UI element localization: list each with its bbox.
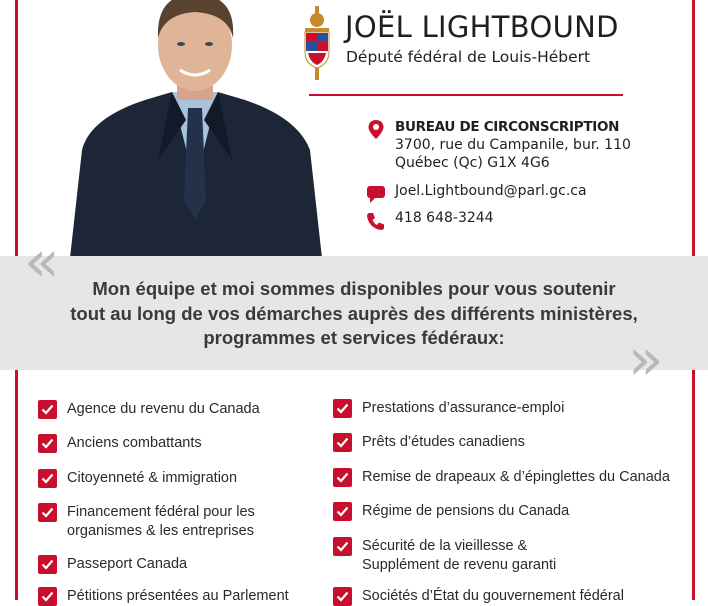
service-label: Financement fédéral pour les organismes & les entreprises xyxy=(67,504,255,539)
checkbox-check-icon xyxy=(333,537,352,556)
service-label: Passeport Canada xyxy=(67,556,188,572)
address-line-2: Québec (Qc) G1X 4G6 xyxy=(395,155,550,171)
service-label: Prestations d’assurance-emploi xyxy=(362,400,565,416)
service-label: Anciens combattants xyxy=(67,435,202,451)
service-item xyxy=(333,502,569,521)
address-line-1: 3700, rue du Campanile, bur. 110 xyxy=(395,137,631,153)
open-quote-icon: « xyxy=(24,227,60,295)
checkbox-check-icon xyxy=(38,400,57,419)
service-item xyxy=(333,537,556,575)
service-label: Remise de drapeaux & d’épinglettes du Canada xyxy=(362,469,670,485)
intro-line-1: Mon équipe et moi sommes disponibles pour vous soutenir xyxy=(92,278,616,299)
service-item xyxy=(38,587,289,606)
service-label: Agence du revenu du Canada xyxy=(67,401,260,417)
checkbox-check-icon xyxy=(38,503,57,522)
speech-bubble-icon xyxy=(366,184,386,204)
checkbox-check-icon xyxy=(333,399,352,418)
service-item xyxy=(38,555,187,574)
service-label: Sociétés d’État du gouvernement fédéral xyxy=(362,588,624,604)
checkbox-check-icon xyxy=(333,587,352,606)
checkbox-check-icon xyxy=(38,469,57,488)
mp-title: Député fédéral de Louis-Hébert xyxy=(346,48,591,66)
intro-statement xyxy=(0,277,708,351)
service-item xyxy=(38,469,237,488)
checkbox-check-icon xyxy=(38,587,57,606)
service-label: Citoyenneté & immigration xyxy=(67,470,238,486)
service-label: Sécurité de la vieillesse & Supplément de revenu garanti xyxy=(362,538,557,573)
map-pin-icon xyxy=(366,119,386,139)
service-item xyxy=(333,468,670,487)
service-item xyxy=(38,434,202,453)
checkbox-check-icon xyxy=(333,502,352,521)
checkbox-check-icon xyxy=(333,468,352,487)
service-item xyxy=(333,399,564,418)
service-label: Prêts d’études canadiens xyxy=(362,434,525,450)
mp-name: JOËL LIGHTBOUND xyxy=(345,10,619,44)
checkbox-check-icon xyxy=(38,434,57,453)
intro-line-2: tout au long de vos démarches auprès des différents ministères, xyxy=(70,302,638,324)
header-divider xyxy=(309,94,623,96)
service-item xyxy=(333,587,624,606)
office-title: BUREAU DE CIRCONSCRIPTION xyxy=(395,119,620,135)
checkbox-check-icon xyxy=(333,433,352,452)
service-item xyxy=(38,400,260,419)
phone-icon xyxy=(366,211,386,231)
house-of-commons-mace-icon xyxy=(302,6,332,80)
checkbox-check-icon xyxy=(38,555,57,574)
service-item xyxy=(38,503,255,541)
service-label: Régime de pensions du Canada xyxy=(362,503,570,519)
phone-number[interactable]: 418 648-3244 xyxy=(395,210,494,226)
intro-line-3: programmes et services fédéraux: xyxy=(203,327,505,348)
service-item xyxy=(333,433,525,452)
email-link[interactable]: Joel.Lightbound@parl.gc.ca xyxy=(395,183,587,199)
service-label: Pétitions présentées au Parlement xyxy=(67,588,289,604)
close-quote-icon: » xyxy=(628,325,664,393)
portrait-photo xyxy=(60,0,330,258)
